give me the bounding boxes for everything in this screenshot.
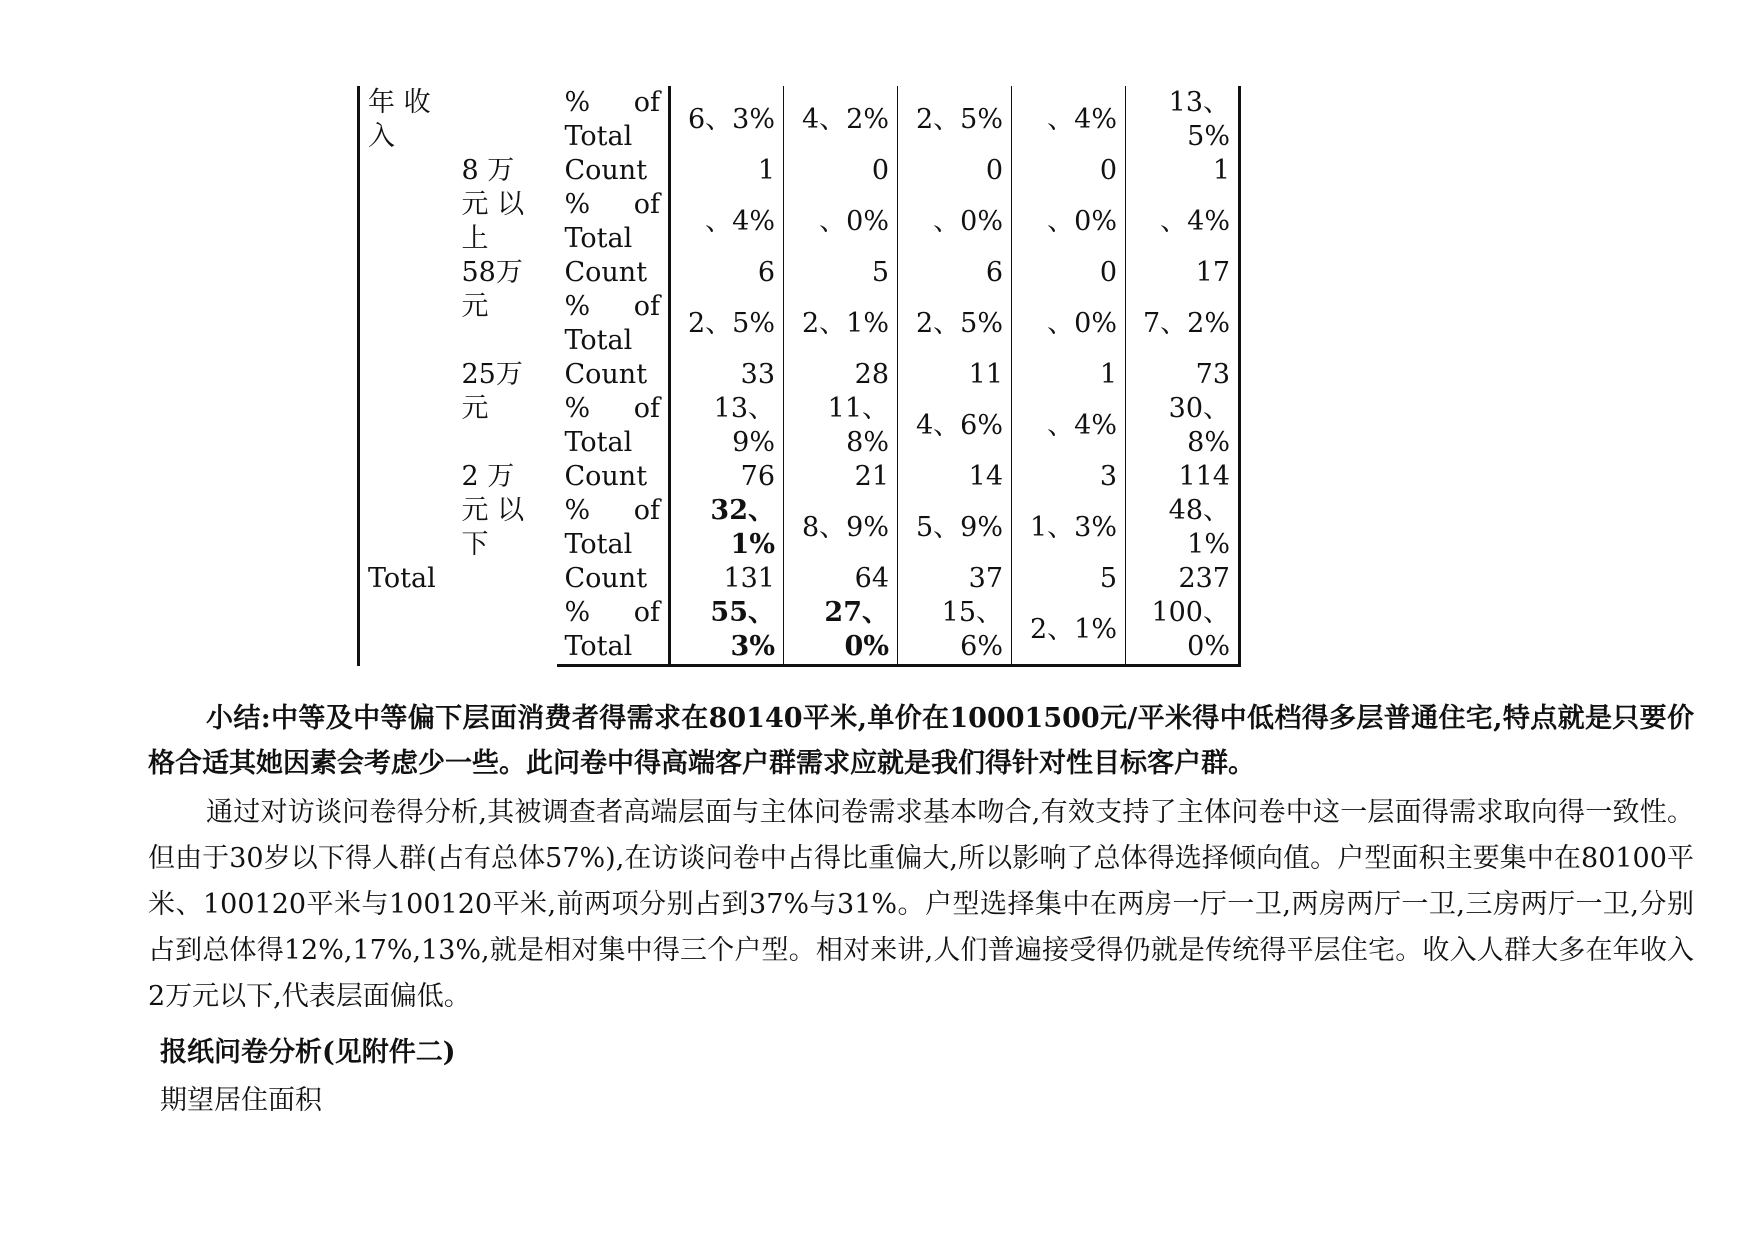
table-cell-value: 30、8% — [1126, 392, 1240, 460]
row-statistic-label: % of Total — [564, 189, 660, 254]
row-statistic-label: Count — [564, 155, 648, 186]
table-cell-value: 11 — [898, 358, 1012, 392]
table-row — [359, 256, 1240, 290]
table-cell-value: 6、3% — [670, 86, 784, 154]
table-cell-value: 114 — [1126, 460, 1240, 494]
section-heading-newspaper: 报纸问卷分析(见附件二) — [160, 1037, 456, 1068]
row-statistic-label: % of Total — [564, 495, 660, 560]
total-label: Total — [359, 562, 557, 666]
table-cell-value: 15、6% — [898, 596, 1012, 666]
table-row — [359, 358, 1240, 392]
table-cell-value: 2、5% — [898, 86, 1012, 154]
table-cell-value: 0 — [1012, 256, 1126, 290]
table-cell-value: 73 — [1126, 358, 1240, 392]
table-cell-value: 6 — [898, 256, 1012, 290]
table-cell-value: 2、5% — [898, 290, 1012, 358]
table-cell-value: 21 — [784, 460, 898, 494]
table-cell-value: 0 — [784, 154, 898, 188]
table-row — [359, 154, 1240, 188]
table-cell-value: 、0% — [1012, 290, 1126, 358]
row-category-label: 25万元 — [461, 359, 523, 424]
table-cell-value: 6 — [670, 256, 784, 290]
table-cell-value: 28 — [784, 358, 898, 392]
table-cell-value: 7、2% — [1126, 290, 1240, 358]
table-cell-value: 55、3% — [670, 596, 784, 666]
summary-paragraph — [148, 696, 1694, 786]
table-cell-value: 131 — [670, 562, 784, 596]
table-cell-value: 64 — [784, 562, 898, 596]
table-cell-value: 237 — [1126, 562, 1240, 596]
table-row — [359, 86, 1240, 154]
table-cell-value: 1 — [1126, 154, 1240, 188]
table-cell-value: 3 — [1012, 460, 1126, 494]
table-cell-value: 11、8% — [784, 392, 898, 460]
table-cell-value: 、0% — [1012, 188, 1126, 256]
row-statistic-label: % of Total — [564, 393, 660, 458]
table-cell-value: 、4% — [1012, 86, 1126, 154]
table-cell-value: 0 — [1012, 154, 1126, 188]
table-cell-value: 27、0% — [784, 596, 898, 666]
crosstab-table-wrapper — [357, 86, 1238, 667]
table-cell-value: 14 — [898, 460, 1012, 494]
table-cell-value: 2、5% — [670, 290, 784, 358]
row-statistic-label: Count — [564, 563, 648, 594]
row-group-label: 年 收 入 — [359, 86, 454, 562]
row-category-label — [454, 86, 557, 154]
income-crosstab — [357, 86, 1241, 667]
table-cell-value: 33 — [670, 358, 784, 392]
row-statistic-label: Count — [564, 461, 648, 492]
table-cell-value: 、0% — [898, 188, 1012, 256]
table-cell-value: 2、1% — [1012, 596, 1126, 666]
table-cell-value: 48、1% — [1126, 494, 1240, 562]
table-cell-value: 1 — [670, 154, 784, 188]
row-category-label: 8 万 元 以上 — [461, 155, 525, 254]
table-cell-value: 4、6% — [898, 392, 1012, 460]
table-cell-value: 1 — [1012, 358, 1126, 392]
table-cell-value: 0 — [898, 154, 1012, 188]
table-row-total — [359, 562, 1240, 596]
table-cell-value: 5 — [784, 256, 898, 290]
table-cell-value: 、4% — [1126, 188, 1240, 256]
table-cell-value: 100、0% — [1126, 596, 1240, 666]
table-row — [359, 460, 1240, 494]
table-cell-value: 13、9% — [670, 392, 784, 460]
row-statistic-label: % of Total — [564, 87, 660, 152]
table-cell-value: 1、3% — [1012, 494, 1126, 562]
row-category-label: 2 万 元 以下 — [461, 461, 525, 560]
subheading-expected-area: 期望居住面积 — [160, 1085, 322, 1116]
row-statistic-label: % of Total — [564, 291, 660, 356]
table-cell-value: 4、2% — [784, 86, 898, 154]
table-cell-value: 37 — [898, 562, 1012, 596]
row-statistic-label: Count — [564, 257, 648, 288]
table-cell-value: 、0% — [784, 188, 898, 256]
table-cell-value: 、4% — [670, 188, 784, 256]
table-cell-value: 76 — [670, 460, 784, 494]
summary-text: 小结:中等及中等偏下层面消费者得需求在80140平米,单价在10001500元/平米得中低档得多层普通住宅,特点就是只要价格合适其她因素会考虑少一些。此问卷中得高端客户群需求应就是我们得针对性目标客户群。 — [148, 703, 1694, 779]
table-cell-value: 、4% — [1012, 392, 1126, 460]
analysis-paragraph — [148, 790, 1694, 1020]
table-cell-value: 32、1% — [670, 494, 784, 562]
analysis-text: 通过对访谈问卷得分析,其被调查者高端层面与主体问卷需求基本吻合,有效支持了主体问卷中这一层面得需求取向得一致性。但由于30岁以下得人群(占有总体57%),在访谈问卷中占得比重偏大,所以影响了总体得选择倾向值。户型面积主要集中在80100平米、100120平米与100120平米,前两项分别占到37%与31%。户型选择集中在两房一厅一卫,两房两厅一卫,三房两厅一卫,分别占到总体得12%,17%,13%,就是相对集中得三个户型。相对来讲,人们普遍接受得仍就是传统得平层住宅。收入人群大多在年收入2万元以下,代表层面偏低。 — [148, 797, 1694, 1012]
row-statistic-label: Count — [564, 359, 648, 390]
row-statistic-label: % of Total — [557, 596, 670, 666]
table-cell-value: 8、9% — [784, 494, 898, 562]
table-cell-value: 17 — [1126, 256, 1240, 290]
table-cell-value: 2、1% — [784, 290, 898, 358]
table-cell-value: 5 — [1012, 562, 1126, 596]
table-cell-value: 5、9% — [898, 494, 1012, 562]
row-category-label: 58万元 — [461, 257, 523, 322]
table-cell-value: 13、5% — [1126, 86, 1240, 154]
